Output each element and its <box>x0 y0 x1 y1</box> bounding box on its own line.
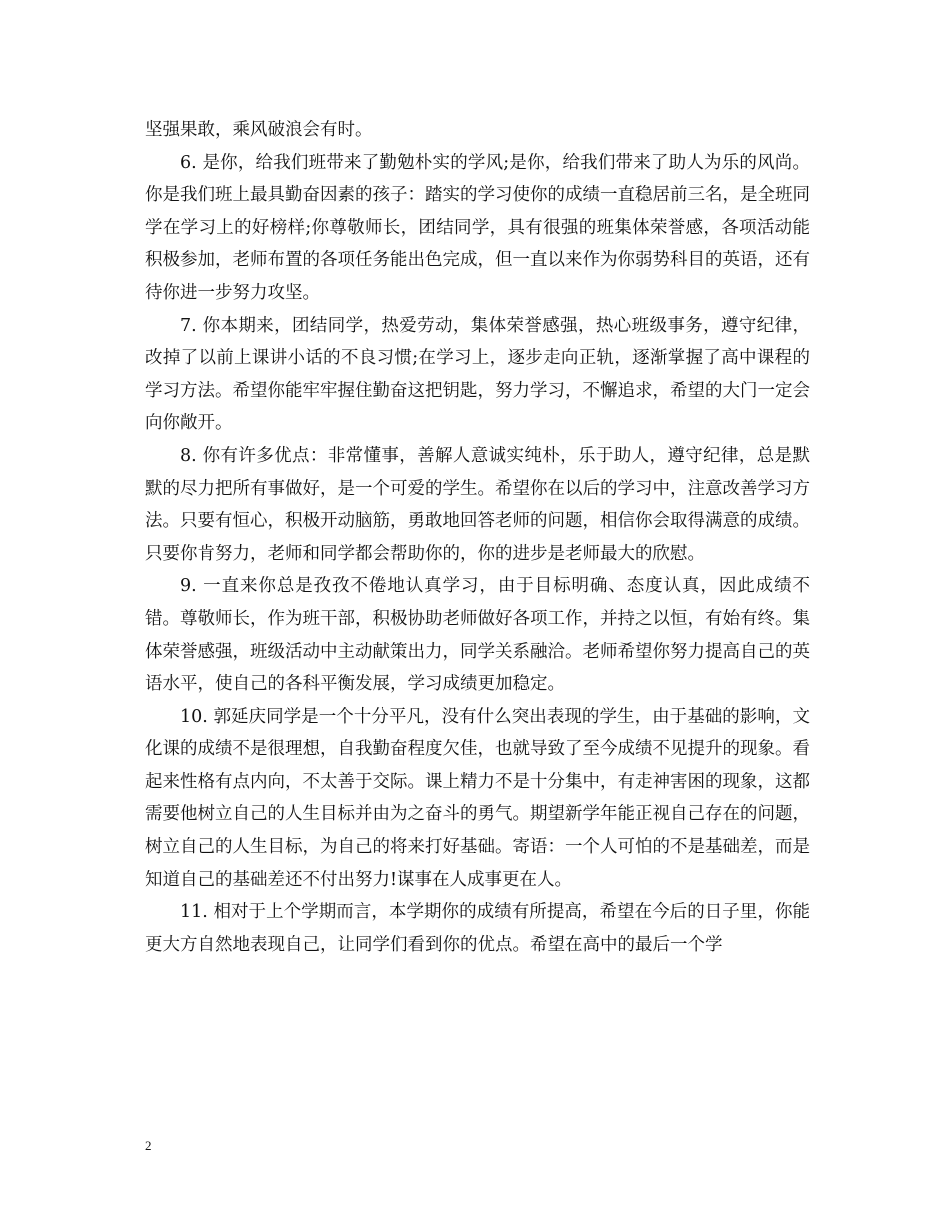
paragraph-item-6: 6. 是你，给我们班带来了勤勉朴实的学风;是你，给我们带来了助人为乐的风尚。你是我们班上最具勤奋因素的孩子：踏实的学习使你的成绩一直稳居前三名，是全班同学在学习上的好榜样;你尊敬师长，团结同学，具有很强的班集体荣誉感，各项活动能积极参加，老师布置的各项任务能出色完成，但一直以来作为你弱势科目的英语，还有待你进一步努力攻坚。 <box>145 152 810 303</box>
document-body <box>145 114 810 961</box>
paragraph-item-10: 10. 郭延庆同学是一个十分平凡，没有什么突出表现的学生，由于基础的影响，文化课的成绩不是很理想，自我勤奋程度欠佳，也就导致了至今成绩不见提升的现象。看起来性格有点内向，不太善于交际。课上精力不是十分集中，有走神害困的现象，这都需要他树立自己的人生目标并由为之奋斗的勇气。期望新学年能正视自己存在的问题，树立自己的人生目标，为自己的将来打好基础。寄语：一个人可怕的不是基础差，而是知道自己的基础差还不付出努力!谋事在人成事更在人。 <box>145 706 810 890</box>
paragraph-item-8: 8. 你有许多优点：非常懂事，善解人意诚实纯朴，乐于助人，遵守纪律，总是默默的尽力把所有事做好，是一个可爱的学生。希望你在以后的学习中，注意改善学习方法。只要有恒心，积极开动脑筋，勇敢地回答老师的问题，相信你会取得满意的成绩。只要你肯努力，老师和同学都会帮助你的，你的进步是老师最大的欣慰。 <box>145 445 810 564</box>
paragraph-item-7: 7. 你本期来，团结同学，热爱劳动，集体荣誉感强，热心班级事务，遵守纪律，改掉了以前上课讲小话的不良习惯;在学习上，逐步走向正轨，逐渐掌握了高中课程的学习方法。希望你能牢牢握住勤奋这把钥匙，努力学习，不懈追求，希望的大门一定会向你敞开。 <box>145 315 810 434</box>
paragraph-item-11: 11. 相对于上个学期而言，本学期你的成绩有所提高，希望在今后的日子里，你能更大方自然地表现自己，让同学们看到你的优点。希望在高中的最后一个学 <box>145 902 810 955</box>
paragraph-item-9: 9. 一直来你总是孜孜不倦地认真学习，由于目标明确、态度认真，因此成绩不错。尊敬师长，作为班干部，积极协助老师做好各项工作，并持之以恒，有始有终。集体荣誉感强，班级活动中主动献策出力，同学关系融洽。老师希望你努力提高自己的英语水平，使自己的各科平衡发展，学习成绩更加稳定。 <box>145 576 810 695</box>
page-number: 2 <box>145 1138 152 1153</box>
paragraph-continuation: 坚强果敢，乘风破浪会有时。 <box>145 120 373 140</box>
